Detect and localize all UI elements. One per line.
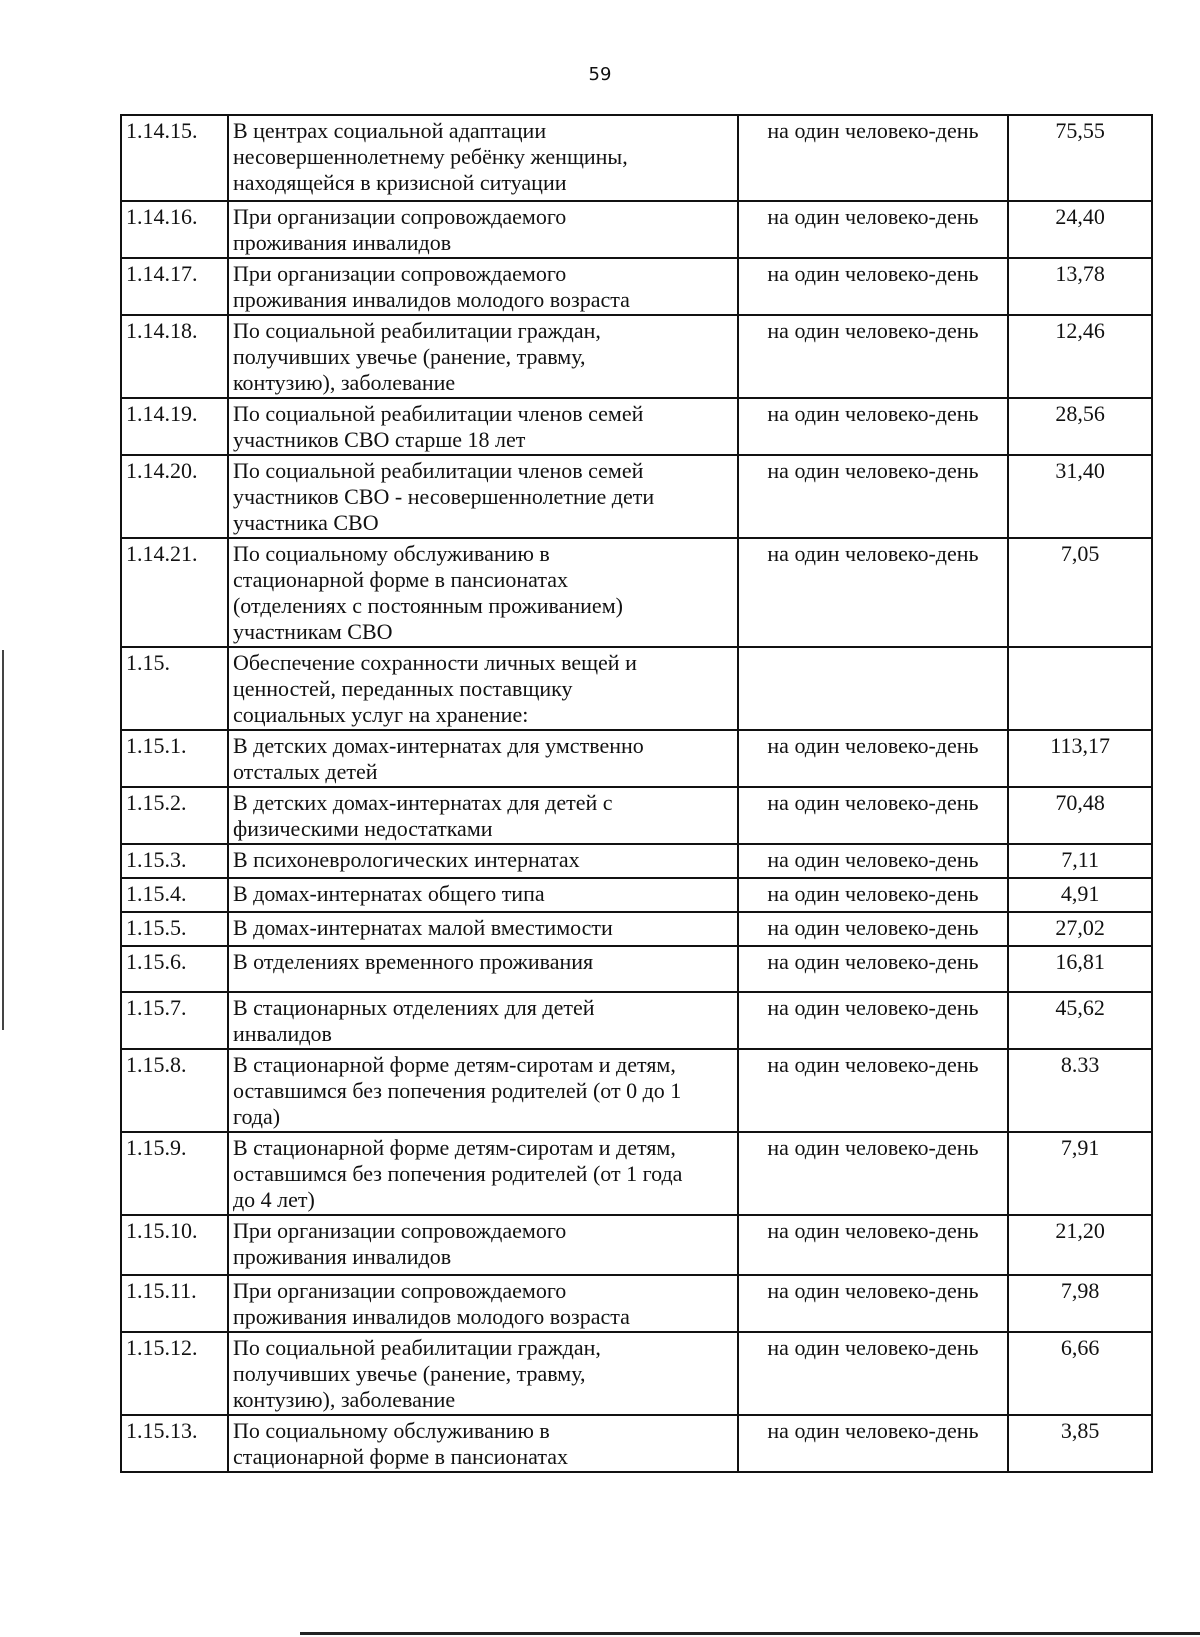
- tariff-value: 13,78: [1055, 261, 1105, 286]
- item-number: 1.15.6.: [126, 949, 187, 974]
- tariff-value-cell: [1008, 1415, 1152, 1472]
- item-number: 1.15.12.: [126, 1335, 198, 1360]
- item-number: 1.14.17.: [126, 261, 198, 286]
- unit-of-measure-cell: [738, 1049, 1009, 1132]
- unit-of-measure: на один человеко-день: [767, 915, 979, 940]
- tariff-table: [120, 114, 1153, 1473]
- item-number: 1.15.8.: [126, 1052, 187, 1077]
- service-description-cell: [228, 398, 738, 455]
- service-description: В домах-интернатах общего типа: [232, 881, 545, 906]
- unit-of-measure: на один человеко-день: [767, 733, 979, 758]
- service-description: При организации сопровождаемого проживания инвалидов: [232, 204, 567, 255]
- item-number-cell: [121, 1132, 228, 1215]
- service-description-cell: [228, 647, 738, 730]
- service-description-cell: [228, 844, 738, 878]
- table-row: [121, 1332, 1152, 1415]
- tariff-value: 4,91: [1060, 881, 1100, 906]
- table-row: [121, 1132, 1152, 1215]
- item-number-cell: [121, 1215, 228, 1275]
- unit-of-measure: на один человеко-день: [767, 1278, 979, 1303]
- table-row: [121, 1215, 1152, 1275]
- item-number-cell: [121, 1332, 228, 1415]
- tariff-value-cell: [1008, 538, 1152, 647]
- service-description: При организации сопровождаемого проживания инвалидов: [232, 1218, 567, 1269]
- unit-of-measure-cell: [738, 1215, 1009, 1275]
- unit-of-measure: на один человеко-день: [767, 949, 979, 974]
- table-row: [121, 647, 1152, 730]
- table-row: [121, 1415, 1152, 1472]
- service-description: В стационарной форме детям-сиротам и детям, оставшимся без попечения родителей (от 1 года до 4 лет): [232, 1135, 683, 1212]
- item-number-cell: [121, 398, 228, 455]
- item-number-cell: [121, 992, 228, 1049]
- unit-of-measure-cell: [738, 787, 1009, 844]
- unit-of-measure-cell: [738, 315, 1009, 398]
- item-number: 1.14.15.: [126, 118, 198, 143]
- service-description: В отделениях временного проживания: [232, 949, 594, 974]
- unit-of-measure-cell: [738, 730, 1009, 787]
- service-description-cell: [228, 787, 738, 844]
- item-number: 1.15.11.: [126, 1278, 197, 1303]
- service-description-cell: [228, 1215, 738, 1275]
- unit-of-measure: на один человеко-день: [767, 995, 979, 1020]
- tariff-value-cell: [1008, 878, 1152, 912]
- item-number: 1.14.20.: [126, 458, 198, 483]
- service-description-cell: [228, 201, 738, 258]
- item-number-cell: [121, 787, 228, 844]
- table-row: [121, 538, 1152, 647]
- tariff-value: 27,02: [1055, 915, 1105, 940]
- service-description-cell: [228, 912, 738, 946]
- tariff-value-cell: [1008, 115, 1152, 201]
- tariff-value: 24,40: [1055, 204, 1105, 229]
- service-description: В детских домах-интернатах для умственно отсталых детей: [232, 733, 644, 784]
- service-description: В психоневрологических интернатах: [232, 847, 580, 872]
- item-number-cell: [121, 946, 228, 992]
- item-number-cell: [121, 844, 228, 878]
- tariff-value: 21,20: [1055, 1218, 1105, 1243]
- tariff-value-cell: [1008, 912, 1152, 946]
- item-number-cell: [121, 455, 228, 538]
- item-number-cell: [121, 315, 228, 398]
- tariff-value: 7,11: [1061, 847, 1099, 872]
- tariff-value-cell: [1008, 1275, 1152, 1332]
- table-row: [121, 787, 1152, 844]
- unit-of-measure: на один человеко-день: [767, 118, 979, 143]
- tariff-value-cell: [1008, 946, 1152, 992]
- table-row: [121, 315, 1152, 398]
- service-description-cell: [228, 258, 738, 315]
- item-number-cell: [121, 878, 228, 912]
- service-description: При организации сопровождаемого проживания инвалидов молодого возраста: [232, 1278, 630, 1329]
- tariff-value-cell: [1008, 455, 1152, 538]
- item-number-cell: [121, 647, 228, 730]
- tariff-value-cell: [1008, 647, 1152, 730]
- unit-of-measure: на один человеко-день: [767, 318, 979, 343]
- tariff-value-cell: [1008, 258, 1152, 315]
- tariff-value-cell: [1008, 1132, 1152, 1215]
- unit-of-measure: на один человеко-день: [767, 1418, 979, 1443]
- unit-of-measure-cell: [738, 878, 1009, 912]
- scan-edge-left: [2, 650, 4, 1030]
- tariff-value-cell: [1008, 730, 1152, 787]
- service-description-cell: [228, 1332, 738, 1415]
- tariff-value: 113,17: [1050, 733, 1110, 758]
- unit-of-measure-cell: [738, 1415, 1009, 1472]
- item-number-cell: [121, 201, 228, 258]
- unit-of-measure: на один человеко-день: [767, 204, 979, 229]
- tariff-value: 31,40: [1055, 458, 1105, 483]
- service-description: При организации сопровождаемого проживания инвалидов молодого возраста: [232, 261, 630, 312]
- tariff-value: 3,85: [1060, 1418, 1100, 1443]
- item-number-cell: [121, 115, 228, 201]
- tariff-value: 7,98: [1060, 1278, 1100, 1303]
- unit-of-measure-cell: [738, 115, 1009, 201]
- service-description: В стационарной форме детям-сиротам и детям, оставшимся без попечения родителей (от 0 до 1 года): [232, 1052, 682, 1129]
- unit-of-measure-cell: [738, 992, 1009, 1049]
- item-number-cell: [121, 538, 228, 647]
- item-number: 1.15.7.: [126, 995, 187, 1020]
- service-description-cell: [228, 538, 738, 647]
- table-row: [121, 992, 1152, 1049]
- unit-of-measure: на один человеко-день: [767, 261, 979, 286]
- tariff-value: 7,05: [1060, 541, 1100, 566]
- table-row: [121, 201, 1152, 258]
- service-description-cell: [228, 1275, 738, 1332]
- unit-of-measure: на один человеко-день: [767, 401, 979, 426]
- unit-of-measure: на один человеко-день: [767, 847, 979, 872]
- unit-of-measure: на один человеко-день: [767, 1135, 979, 1160]
- unit-of-measure: на один человеко-день: [767, 881, 979, 906]
- table-row: [121, 398, 1152, 455]
- page-number: 59: [588, 64, 612, 85]
- item-number-cell: [121, 1415, 228, 1472]
- item-number: 1.15.: [126, 650, 170, 675]
- service-description-cell: [228, 115, 738, 201]
- tariff-value-cell: [1008, 844, 1152, 878]
- service-description-cell: [228, 455, 738, 538]
- item-number-cell: [121, 912, 228, 946]
- service-description-cell: [228, 315, 738, 398]
- table-row: [121, 878, 1152, 912]
- unit-of-measure-cell: [738, 538, 1009, 647]
- item-number-cell: [121, 730, 228, 787]
- unit-of-measure-cell: [738, 201, 1009, 258]
- service-description: По социальному обслуживанию в стационарной форме в пансионатах: [232, 1418, 568, 1469]
- service-description: В детских домах-интернатах для детей с физическими недостатками: [232, 790, 613, 841]
- tariff-value-cell: [1008, 398, 1152, 455]
- service-description-cell: [228, 878, 738, 912]
- tariff-value: 75,55: [1055, 118, 1105, 143]
- service-description-cell: [228, 1415, 738, 1472]
- item-number: 1.15.3.: [126, 847, 187, 872]
- service-description: Обеспечение сохранности личных вещей и ценностей, переданных поставщику социальных услуг на хранение:: [232, 650, 637, 727]
- unit-of-measure-cell: [738, 1332, 1009, 1415]
- tariff-table-body: [121, 115, 1152, 1472]
- tariff-value-cell: [1008, 201, 1152, 258]
- service-description: По социальной реабилитации граждан, получивших увечье (ранение, травму, контузию), заболевание: [232, 1335, 601, 1412]
- service-description: По социальному обслуживанию в стационарной форме в пансионатах (отделениях с постоянным проживанием) участникам СВО: [232, 541, 623, 644]
- unit-of-measure-cell: [738, 912, 1009, 946]
- tariff-value-cell: [1008, 992, 1152, 1049]
- item-number-cell: [121, 1049, 228, 1132]
- unit-of-measure: на один человеко-день: [767, 1218, 979, 1243]
- tariff-value-cell: [1008, 315, 1152, 398]
- service-description: В центрах социальной адаптации несовершеннолетнему ребёнку женщины, находящейся в кризисной ситуации: [232, 118, 628, 195]
- tariff-value: 12,46: [1055, 318, 1105, 343]
- table-row: [121, 1049, 1152, 1132]
- tariff-value: 16,81: [1055, 949, 1105, 974]
- item-number: 1.14.16.: [126, 204, 198, 229]
- service-description: По социальной реабилитации граждан, получивших увечье (ранение, травму, контузию), заболевание: [232, 318, 601, 395]
- tariff-value: 8.33: [1060, 1052, 1100, 1077]
- item-number: 1.15.10.: [126, 1218, 198, 1243]
- unit-of-measure: на один человеко-день: [767, 790, 979, 815]
- table-row: [121, 912, 1152, 946]
- unit-of-measure-cell: [738, 398, 1009, 455]
- unit-of-measure-cell: [738, 1275, 1009, 1332]
- tariff-value-cell: [1008, 1332, 1152, 1415]
- unit-of-measure-cell: [738, 455, 1009, 538]
- item-number: 1.15.13.: [126, 1418, 198, 1443]
- table-row: [121, 258, 1152, 315]
- item-number-cell: [121, 258, 228, 315]
- service-description-cell: [228, 992, 738, 1049]
- table-row: [121, 1275, 1152, 1332]
- service-description: В стационарных отделениях для детей инвалидов: [232, 995, 595, 1046]
- service-description: По социальной реабилитации членов семей участников СВО старше 18 лет: [232, 401, 644, 452]
- item-number: 1.15.5.: [126, 915, 187, 940]
- item-number: 1.14.19.: [126, 401, 198, 426]
- service-description-cell: [228, 946, 738, 992]
- unit-of-measure: на один человеко-день: [767, 458, 979, 483]
- tariff-value: 6,66: [1060, 1335, 1100, 1360]
- service-description: В домах-интернатах малой вместимости: [232, 915, 613, 940]
- service-description-cell: [228, 1132, 738, 1215]
- table-row: [121, 115, 1152, 201]
- service-description-cell: [228, 730, 738, 787]
- unit-of-measure-cell: [738, 647, 1009, 730]
- tariff-value-cell: [1008, 787, 1152, 844]
- item-number: 1.15.1.: [126, 733, 187, 758]
- item-number: 1.15.9.: [126, 1135, 187, 1160]
- unit-of-measure-cell: [738, 844, 1009, 878]
- unit-of-measure-cell: [738, 1132, 1009, 1215]
- item-number: 1.14.21.: [126, 541, 198, 566]
- unit-of-measure: на один человеко-день: [767, 1335, 979, 1360]
- item-number: 1.15.2.: [126, 790, 187, 815]
- tariff-value: 7,91: [1060, 1135, 1100, 1160]
- service-description: По социальной реабилитации членов семей участников СВО - несовершеннолетние дети участника СВО: [232, 458, 655, 535]
- unit-of-measure: на один человеко-день: [767, 541, 979, 566]
- tariff-value-cell: [1008, 1215, 1152, 1275]
- item-number: 1.14.18.: [126, 318, 198, 343]
- unit-of-measure: на один человеко-день: [767, 1052, 979, 1077]
- table-row: [121, 455, 1152, 538]
- table-row: [121, 946, 1152, 992]
- tariff-value-cell: [1008, 1049, 1152, 1132]
- item-number: 1.15.4.: [126, 881, 187, 906]
- tariff-value: 70,48: [1055, 790, 1105, 815]
- scan-edge-bottom: [300, 1632, 1200, 1635]
- tariff-value: 28,56: [1055, 401, 1105, 426]
- table-row: [121, 844, 1152, 878]
- unit-of-measure-cell: [738, 946, 1009, 992]
- service-description-cell: [228, 1049, 738, 1132]
- table-row: [121, 730, 1152, 787]
- item-number-cell: [121, 1275, 228, 1332]
- unit-of-measure-cell: [738, 258, 1009, 315]
- tariff-value: 45,62: [1055, 995, 1105, 1020]
